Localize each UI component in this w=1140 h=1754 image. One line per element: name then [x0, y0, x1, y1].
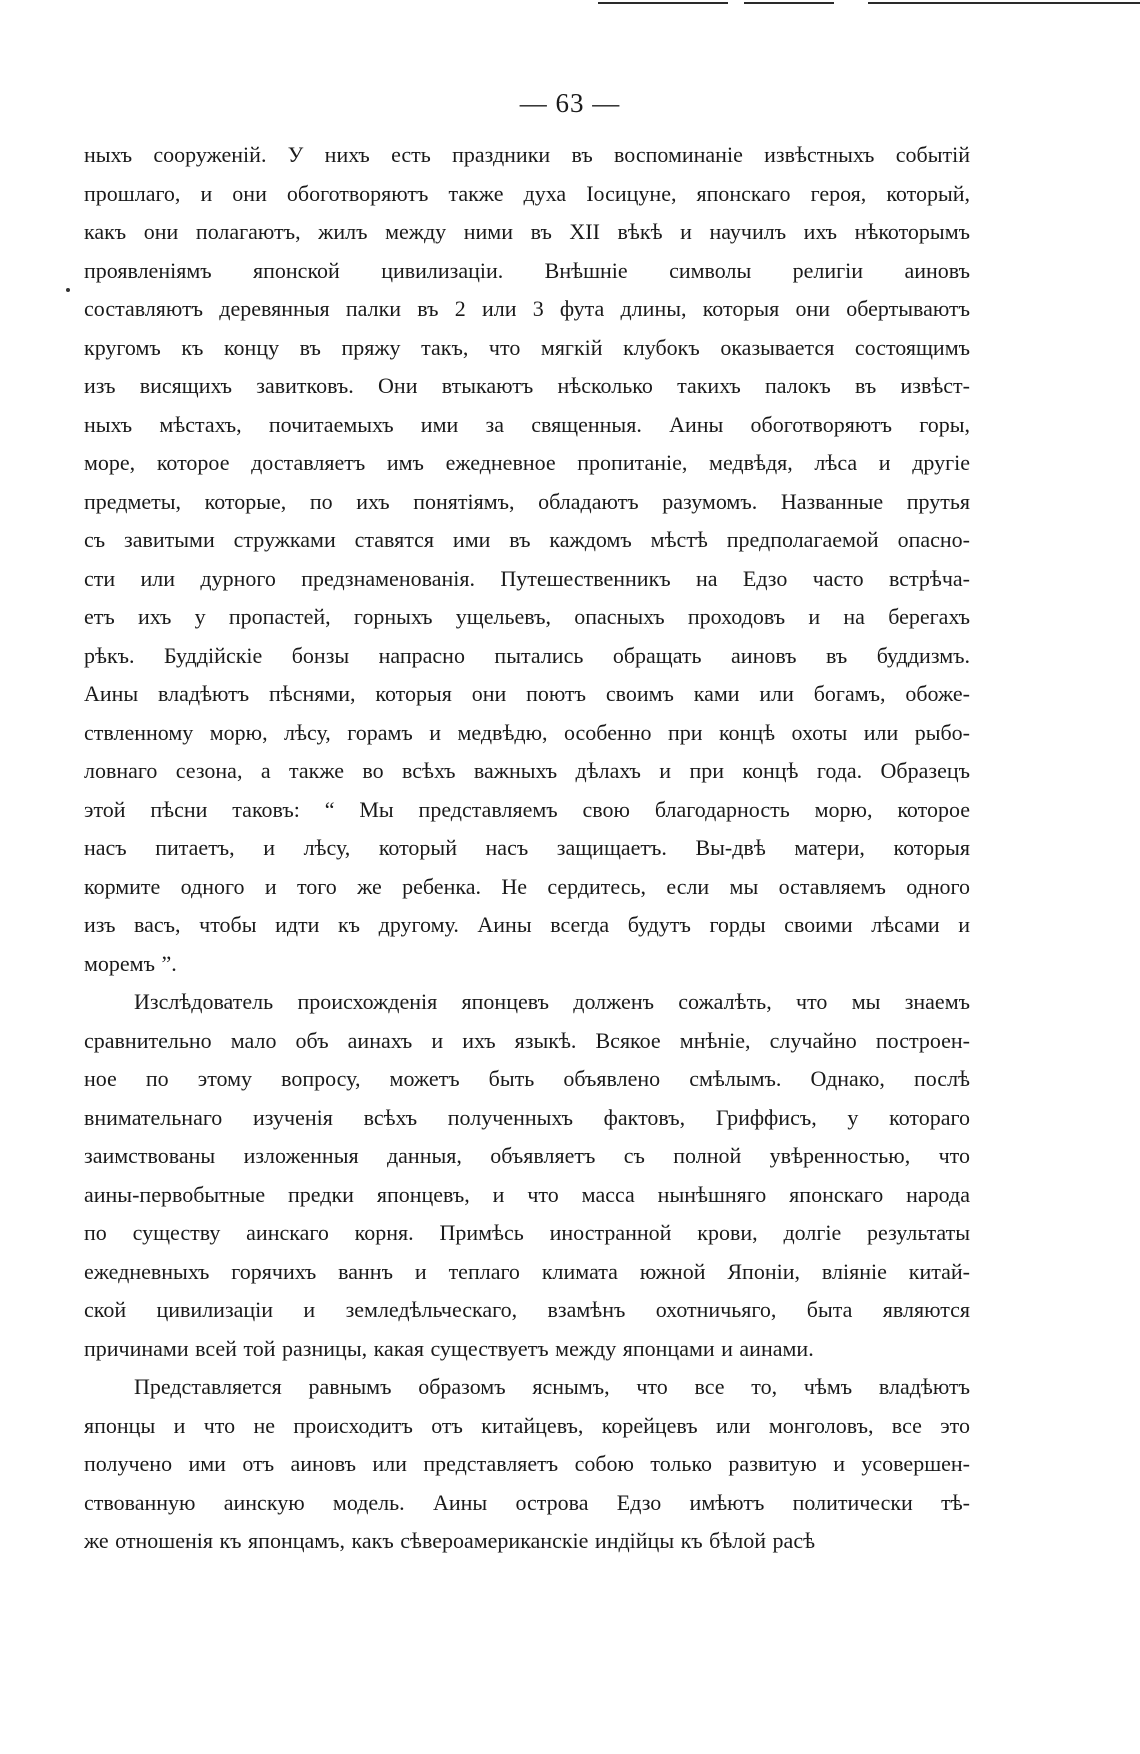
text-line: внимательнаго изученія всѣхъ полученныхъ фактовъ, Гриффисъ, у котораго [84, 1104, 970, 1130]
text-line: ныхъ мѣстахъ, почитаемыхъ ими за священныя. Аины обоготворяютъ горы, [84, 411, 970, 437]
text-line: ствленному морю, лѣсу, горамъ и медвѣдю, особенно при концѣ охоты или рыбо- [84, 719, 970, 745]
text-line: этой пѣсни таковъ: “ Мы представляемъ свою благодарность морю, которое [84, 796, 970, 822]
text-line: изъ васъ, чтобы идти къ другому. Аины всегда будутъ горды своими лѣсами и [84, 912, 970, 937]
text-line: же отношенія къ японцамъ, какъ сѣвероамериканскіе индійцы къ бѣлой расѣ [84, 1528, 816, 1553]
text-line: Аины владѣютъ пѣснями, которыя они поютъ своимъ ками или богамъ, обоже- [84, 681, 970, 706]
text-line: Изслѣдователь происхожденія японцевъ долженъ сожалѣть, что мы знаемъ [134, 989, 970, 1014]
text-line: предметы, которые, по ихъ понятіямъ, обладаютъ разумомъ. Названные прутья [84, 488, 970, 514]
text-line: ное по этому вопросу, можетъ быть объявлено смѣлымъ. Однако, послѣ [84, 1066, 970, 1091]
text-line: ежедневныхъ горячихъ ваннъ и теплаго климата южной Японіи, вліяніе китай- [84, 1258, 970, 1284]
text-line: кругомъ къ концу въ пряжу такъ, что мягкій клубокъ оказывается состоящимъ [84, 334, 970, 360]
text-line: рѣкъ. Буддійскіе бонзы напрасно пытались обращать аиновъ въ буддизмъ. [84, 642, 970, 668]
text-line: сти или дурного предзнаменованія. Путешественникъ на Едзо часто встрѣча- [84, 565, 970, 591]
text-line: заимствованы изложенныя данныя, объявляетъ съ полной увѣренностью, что [84, 1143, 970, 1168]
text-line: ныхъ сооруженій. У нихъ есть праздники въ воспоминаніе извѣстныхъ событій [84, 142, 970, 167]
text-line: какъ они полагаютъ, жилъ между ними въ XII вѣкѣ и научилъ ихъ нѣкоторымъ [84, 219, 970, 244]
text-line: получено ими отъ аиновъ или представляетъ собою только развитую и усовершен- [84, 1451, 970, 1476]
text-line: аины-первобытные предки японцевъ, и что масса нынѣшняго японскаго народа [84, 1181, 970, 1207]
text-line: причинами всей той разницы, какая существуетъ между японцами и аинами. [84, 1335, 814, 1361]
text-line: Представляется равнымъ образомъ яснымъ, что все то, чѣмъ владѣютъ [134, 1374, 970, 1399]
paragraph [84, 1368, 970, 1561]
paragraph [84, 136, 970, 983]
text-line: съ завитыми стружками ставятся ими въ каждомъ мѣстѣ предполагаемой опасно- [84, 527, 970, 552]
text-line: проявленіямъ японской цивилизаціи. Внѣшніе символы религіи аиновъ [84, 257, 970, 283]
text-line: японцы и что не происходитъ отъ китайцевъ, корейцевъ или монголовъ, все это [84, 1412, 970, 1438]
top-scan-rule [868, 2, 1140, 4]
text-line: ловнаго сезона, а также во всѣхъ важныхъ дѣлахъ и при концѣ года. Образецъ [84, 758, 970, 783]
text-line: море, которое доставляетъ имъ ежедневное пропитаніе, медвѣдя, лѣса и другіе [84, 450, 970, 475]
text-line: ствованную аинскую модель. Аины острова Едзо имѣютъ политически тѣ- [84, 1489, 970, 1515]
text-line: моремъ ”. [84, 950, 177, 976]
page-body [84, 136, 970, 1561]
text-line: прошлаго, и они обоготворяютъ также духа Іосицуне, японскаго героя, который, [84, 180, 970, 206]
top-scan-rule [598, 2, 728, 4]
text-line: насъ питаетъ, и лѣсу, который насъ защищаетъ. Вы-двѣ матери, которыя [84, 835, 970, 860]
margin-speck [66, 288, 70, 292]
text-line: ской цивилизаціи и земледѣльческаго, взамѣнъ охотничьяго, быта являются [84, 1297, 970, 1322]
text-line: по существу аинскаго корня. Примѣсь иностранной крови, долгіе результаты [84, 1220, 970, 1245]
text-line: изъ висящихъ завитковъ. Они втыкаютъ нѣсколько такихъ палокъ въ извѣст- [84, 373, 970, 398]
page-number: — 63 — [519, 88, 621, 118]
text-line: етъ ихъ у пропастей, горныхъ ущельевъ, опасныхъ проходовъ и на берегахъ [84, 604, 970, 629]
text-line: составляютъ деревянныя палки въ 2 или 3 фута длины, которыя они обертываютъ [84, 296, 970, 321]
text-line: кормите одного и того же ребенка. Не сердитесь, если мы оставляемъ одного [84, 873, 970, 899]
paragraph [84, 983, 970, 1368]
top-scan-rule [744, 2, 834, 4]
text-line: сравнительно мало объ аинахъ и ихъ языкѣ. Всякое мнѣніе, случайно построен- [84, 1027, 970, 1053]
